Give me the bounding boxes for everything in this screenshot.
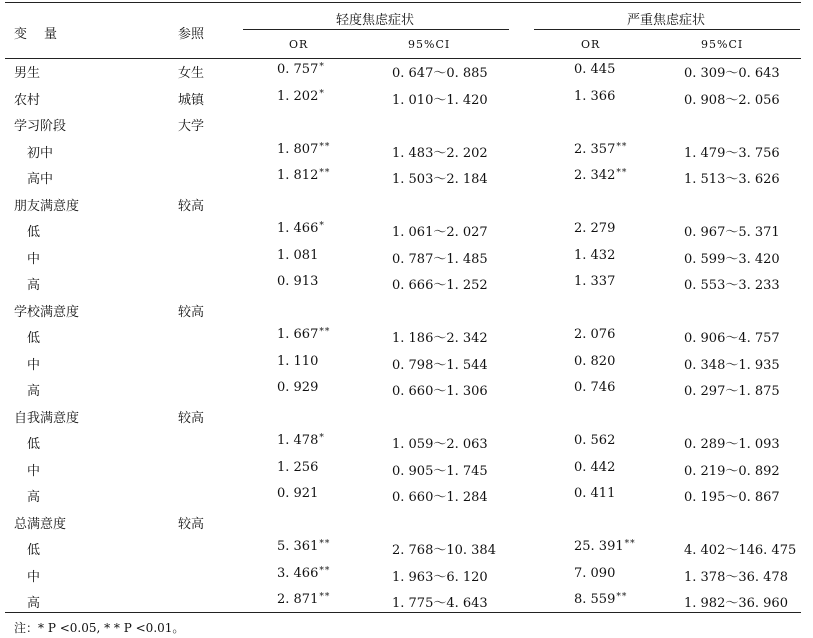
row-or-mild bbox=[277, 221, 325, 236]
row-or-mild bbox=[277, 460, 319, 475]
row-ci-severe: 0. 553～3. 233 bbox=[684, 278, 780, 293]
row-ci-mild: 0. 905～1. 745 bbox=[392, 463, 488, 479]
row-or-mild bbox=[277, 592, 330, 607]
row-ci-mild: 0. 660～1. 284 bbox=[392, 490, 488, 505]
footnote: 注：* P <0.05, * * P <0.01。 bbox=[14, 621, 185, 635]
row-ci-mild: 1. 186～2. 342 bbox=[392, 331, 488, 346]
row-or-severe bbox=[574, 168, 627, 183]
row-ci-severe: 0. 309～0. 643 bbox=[684, 66, 780, 81]
row-or-severe bbox=[574, 566, 616, 581]
row-or-mild bbox=[277, 115, 278, 130]
row-variable: 农村 bbox=[14, 92, 41, 108]
table-row bbox=[0, 433, 813, 459]
row-or-mild bbox=[277, 380, 319, 395]
or-value: 0. 820 bbox=[574, 353, 616, 369]
table-row bbox=[0, 142, 813, 168]
row-ci-severe: 4. 402～146. 475 bbox=[684, 543, 797, 558]
row-variable: 中 bbox=[27, 569, 41, 585]
row-or-mild bbox=[277, 354, 319, 369]
header-variable: 变 量 bbox=[14, 27, 60, 42]
row-or-mild bbox=[277, 301, 278, 316]
row-or-severe bbox=[574, 327, 616, 342]
row-or-mild bbox=[277, 89, 325, 104]
row-or-mild bbox=[277, 407, 278, 422]
row-variable: 学习阶段 bbox=[14, 119, 67, 134]
row-or-severe bbox=[574, 486, 616, 501]
table-row bbox=[0, 380, 813, 406]
row-ci-severe: 1. 513～3. 626 bbox=[684, 172, 780, 187]
row-reference: 女生 bbox=[178, 66, 205, 81]
or-value: 2. 357 bbox=[574, 141, 616, 157]
significance-mark: ** bbox=[319, 539, 331, 549]
significance-mark: ** bbox=[616, 168, 628, 178]
or-value: 1. 432 bbox=[574, 247, 616, 263]
table-row bbox=[0, 354, 813, 380]
significance-mark: ** bbox=[319, 168, 331, 178]
row-or-mild bbox=[277, 248, 319, 263]
row-or-mild bbox=[277, 62, 325, 77]
row-ci-severe: 1. 479～3. 756 bbox=[684, 145, 780, 161]
table-row bbox=[0, 115, 813, 141]
top-rule bbox=[5, 2, 801, 3]
or-value: 0. 746 bbox=[574, 380, 616, 395]
or-value: 0. 562 bbox=[574, 433, 616, 448]
row-ci-mild: 0. 787～1. 485 bbox=[392, 251, 488, 267]
row-ci-mild: 1. 059～2. 063 bbox=[392, 437, 488, 452]
row-ci-mild: 0. 798～1. 544 bbox=[392, 357, 488, 373]
or-value: 0. 921 bbox=[277, 486, 319, 501]
table-row bbox=[0, 248, 813, 274]
significance-mark: * bbox=[319, 62, 325, 72]
row-reference: 城镇 bbox=[178, 92, 205, 108]
row-or-mild bbox=[277, 486, 319, 501]
or-value: 1. 478 bbox=[277, 433, 319, 448]
row-ci-mild: 1. 503～2. 184 bbox=[392, 172, 488, 187]
header-ci-severe: 95%CI bbox=[701, 38, 744, 51]
row-or-severe bbox=[574, 248, 616, 263]
header-group-severe: 严重焦虑症状 bbox=[627, 13, 706, 28]
row-ci-mild: 1. 483～2. 202 bbox=[392, 145, 488, 161]
row-or-severe bbox=[574, 301, 575, 316]
row-or-severe bbox=[574, 195, 575, 210]
row-or-severe bbox=[574, 433, 616, 448]
table-row bbox=[0, 221, 813, 247]
row-variable: 低 bbox=[27, 225, 41, 240]
row-variable: 高 bbox=[27, 278, 41, 293]
row-or-severe bbox=[574, 89, 616, 104]
significance-mark: ** bbox=[319, 141, 331, 152]
or-value: 7. 090 bbox=[574, 565, 616, 581]
table-row bbox=[0, 486, 813, 512]
row-or-mild bbox=[277, 168, 330, 183]
or-value: 1. 256 bbox=[277, 459, 319, 475]
table-row bbox=[0, 168, 813, 194]
or-value: 0. 411 bbox=[574, 486, 616, 501]
table-row bbox=[0, 407, 813, 433]
or-value: 1. 366 bbox=[574, 88, 616, 104]
or-value: 1. 202 bbox=[277, 88, 319, 104]
row-ci-severe: 0. 967～5. 371 bbox=[684, 225, 780, 240]
significance-mark: * bbox=[319, 221, 325, 231]
row-ci-severe: 0. 348～1. 935 bbox=[684, 357, 780, 373]
header-reference: 参照 bbox=[178, 27, 205, 42]
or-value: 25. 391 bbox=[574, 539, 624, 554]
table-row bbox=[0, 460, 813, 486]
or-value: 1. 110 bbox=[277, 353, 319, 369]
table-row bbox=[0, 89, 813, 115]
row-variable: 低 bbox=[27, 331, 41, 346]
row-ci-severe: 1. 378～36. 478 bbox=[684, 569, 788, 585]
or-value: 1. 337 bbox=[574, 274, 616, 289]
row-variable: 朋友满意度 bbox=[14, 198, 80, 214]
significance-mark: ** bbox=[319, 592, 331, 602]
row-or-mild bbox=[277, 539, 330, 554]
header-or-mild: OR bbox=[289, 38, 309, 51]
row-variable: 中 bbox=[27, 357, 41, 373]
row-or-severe bbox=[574, 354, 616, 369]
or-value: 2. 279 bbox=[574, 221, 616, 236]
row-ci-mild: 0. 666～1. 252 bbox=[392, 278, 488, 293]
group-severe-underline bbox=[534, 29, 800, 30]
row-variable: 中 bbox=[27, 463, 41, 479]
table-row bbox=[0, 301, 813, 327]
row-ci-severe: 0. 599～3. 420 bbox=[684, 251, 780, 267]
row-ci-severe: 0. 195～0. 867 bbox=[684, 490, 780, 505]
table-row bbox=[0, 592, 813, 618]
row-ci-mild: 1. 061～2. 027 bbox=[392, 225, 488, 240]
or-value: 1. 812 bbox=[277, 168, 319, 183]
row-or-severe bbox=[574, 513, 575, 528]
or-value: 2. 076 bbox=[574, 327, 616, 342]
row-ci-severe: 0. 289～1. 093 bbox=[684, 437, 780, 452]
row-or-severe bbox=[574, 274, 616, 289]
table-row bbox=[0, 513, 813, 539]
row-ci-mild: 1. 963～6. 120 bbox=[392, 569, 488, 585]
significance-mark: ** bbox=[616, 592, 628, 602]
or-value: 0. 442 bbox=[574, 459, 616, 475]
row-variable: 男生 bbox=[14, 66, 41, 81]
row-ci-mild: 1. 010～1. 420 bbox=[392, 92, 488, 108]
row-or-severe bbox=[574, 142, 627, 157]
row-variable: 自我满意度 bbox=[14, 410, 80, 426]
row-or-mild bbox=[277, 327, 330, 342]
or-value: 1. 466 bbox=[277, 221, 319, 236]
significance-mark: ** bbox=[616, 141, 628, 152]
group-mild-underline bbox=[243, 29, 509, 30]
row-or-severe bbox=[574, 221, 616, 236]
or-value: 1. 807 bbox=[277, 141, 319, 157]
header-or-severe: OR bbox=[581, 38, 601, 51]
or-value: 8. 559 bbox=[574, 592, 616, 607]
table-row bbox=[0, 566, 813, 592]
row-variable: 高中 bbox=[27, 172, 54, 187]
row-ci-mild: 0. 647～0. 885 bbox=[392, 66, 488, 81]
row-ci-severe: 0. 906～4. 757 bbox=[684, 331, 780, 346]
row-ci-severe: 0. 219～0. 892 bbox=[684, 463, 780, 479]
row-variable: 低 bbox=[27, 437, 41, 452]
row-or-mild bbox=[277, 513, 278, 528]
row-variable: 总满意度 bbox=[14, 516, 67, 532]
table-row bbox=[0, 62, 813, 88]
row-or-mild bbox=[277, 433, 325, 448]
or-value: 2. 871 bbox=[277, 592, 319, 607]
or-value: 0. 445 bbox=[574, 62, 616, 77]
significance-mark: ** bbox=[624, 539, 636, 549]
row-variable: 高 bbox=[27, 490, 41, 505]
table-row bbox=[0, 195, 813, 221]
header-ci-mild: 95%CI bbox=[408, 38, 451, 51]
row-variable: 高 bbox=[27, 384, 41, 399]
row-ci-mild: 2. 768～10. 384 bbox=[392, 543, 496, 558]
table-row bbox=[0, 274, 813, 300]
row-or-severe bbox=[574, 380, 616, 395]
row-variable: 中 bbox=[27, 251, 41, 267]
row-variable: 学校满意度 bbox=[14, 304, 80, 320]
row-ci-severe: 0. 908～2. 056 bbox=[684, 92, 780, 108]
or-value: 1. 667 bbox=[277, 327, 319, 342]
row-ci-severe: 0. 297～1. 875 bbox=[684, 384, 780, 399]
row-ci-mild: 0. 660～1. 306 bbox=[392, 384, 488, 399]
row-or-severe bbox=[574, 407, 575, 422]
significance-mark: * bbox=[319, 88, 325, 99]
row-or-mild bbox=[277, 195, 278, 210]
significance-mark: ** bbox=[319, 327, 331, 337]
row-reference: 大学 bbox=[178, 119, 205, 134]
row-variable: 低 bbox=[27, 543, 41, 558]
significance-mark: * bbox=[319, 433, 325, 443]
header-bottom-rule bbox=[5, 58, 801, 59]
row-reference: 较高 bbox=[178, 304, 205, 320]
or-value: 0. 913 bbox=[277, 274, 319, 289]
table-row bbox=[0, 327, 813, 353]
row-variable: 高 bbox=[27, 596, 41, 611]
or-value: 0. 757 bbox=[277, 62, 319, 77]
or-value: 2. 342 bbox=[574, 168, 616, 183]
row-reference: 较高 bbox=[178, 516, 205, 532]
row-or-severe bbox=[574, 592, 627, 607]
row-or-severe bbox=[574, 115, 575, 130]
row-or-mild bbox=[277, 566, 330, 581]
header-group-mild: 轻度焦虑症状 bbox=[336, 13, 415, 28]
row-variable: 初中 bbox=[27, 145, 54, 161]
row-ci-severe: 1. 982～36. 960 bbox=[684, 596, 788, 611]
table-row bbox=[0, 539, 813, 565]
row-ci-mild: 1. 775～4. 643 bbox=[392, 596, 488, 611]
row-reference: 较高 bbox=[178, 198, 205, 214]
row-reference: 较高 bbox=[178, 410, 205, 426]
row-or-severe bbox=[574, 460, 616, 475]
or-value: 3. 466 bbox=[277, 565, 319, 581]
row-or-mild bbox=[277, 142, 330, 157]
row-or-severe bbox=[574, 539, 636, 554]
or-value: 1. 081 bbox=[277, 247, 319, 263]
significance-mark: ** bbox=[319, 565, 331, 576]
row-or-severe bbox=[574, 62, 616, 77]
or-value: 0. 929 bbox=[277, 380, 319, 395]
row-or-mild bbox=[277, 274, 319, 289]
or-value: 5. 361 bbox=[277, 539, 319, 554]
